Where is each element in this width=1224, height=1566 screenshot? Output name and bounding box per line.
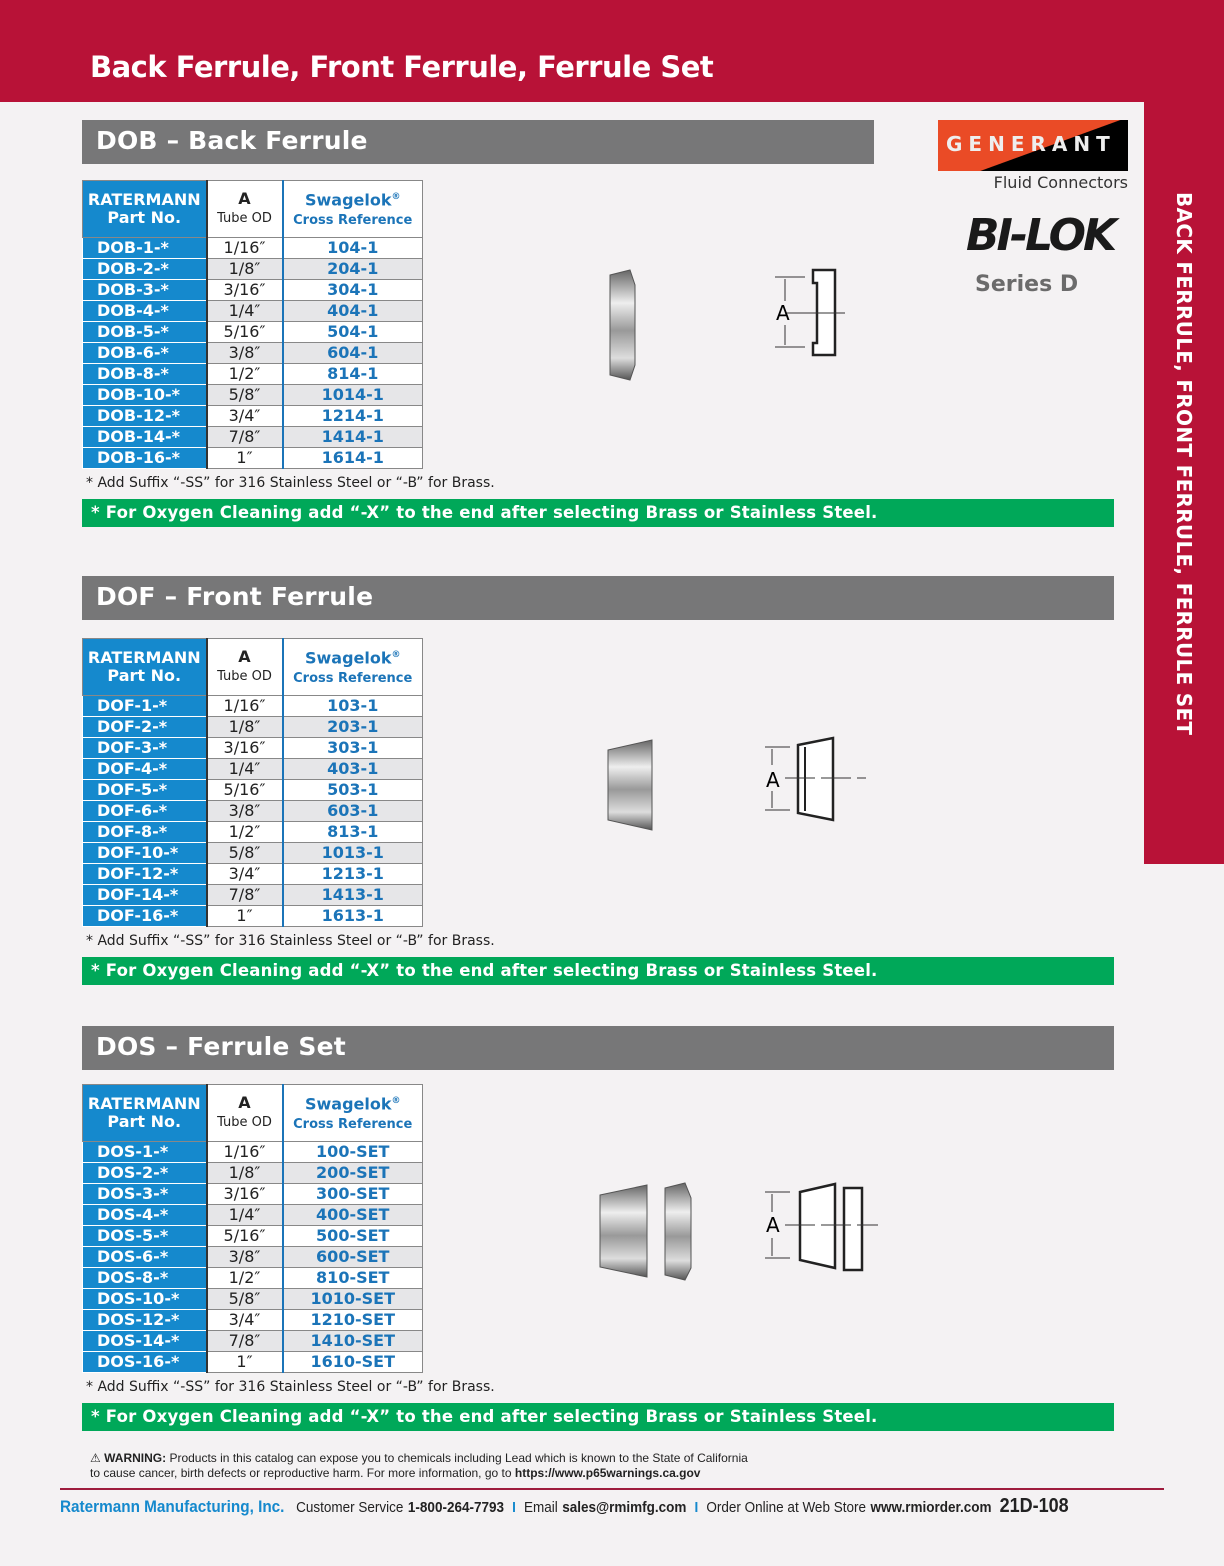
order-label: Order Online at Web Store: [706, 1499, 866, 1516]
prop65-warning: [90, 1451, 748, 1481]
cross-reference: 1013-1: [283, 843, 423, 864]
cross-reference: 1613-1: [283, 906, 423, 927]
page-number: 21D-108: [999, 1495, 1069, 1517]
cross-reference: 204-1: [283, 259, 423, 280]
table-row: [83, 885, 423, 906]
tube-od: 1/4″: [207, 1205, 283, 1226]
front-ferrule-photo: [600, 735, 660, 835]
table-row: [83, 1226, 423, 1247]
warning-label: WARNING:: [104, 1451, 167, 1465]
tube-od: 1/2″: [207, 1268, 283, 1289]
ferrule-set-photo: [595, 1180, 705, 1285]
part-number: DOB-3-*: [83, 280, 207, 301]
series-label: Series D: [975, 272, 1079, 297]
table-row: [83, 1352, 423, 1373]
table-row: [83, 1184, 423, 1205]
tube-od: 1″: [207, 448, 283, 469]
tube-od: 3/16″: [207, 280, 283, 301]
table-row: [83, 448, 423, 469]
part-number: DOF-5-*: [83, 780, 207, 801]
part-number: DOS-2-*: [83, 1163, 207, 1184]
part-number: DOF-12-*: [83, 864, 207, 885]
tube-od: 7/8″: [207, 1331, 283, 1352]
header-text: A: [238, 647, 251, 666]
tube-od: 5/8″: [207, 385, 283, 406]
tube-od: 1″: [207, 1352, 283, 1373]
part-number: DOB-16-*: [83, 448, 207, 469]
tube-od: 1/16″: [207, 696, 283, 717]
table-row: [83, 1331, 423, 1352]
part-number: DOB-4-*: [83, 301, 207, 322]
header-text: A: [238, 189, 251, 208]
web-link[interactable]: www.rmiorder.com: [870, 1499, 992, 1516]
cross-reference: 300-SET: [283, 1184, 423, 1205]
tube-od: 1/8″: [207, 717, 283, 738]
part-number: DOB-2-*: [83, 259, 207, 280]
col-part-no: [83, 181, 207, 238]
part-number: DOS-3-*: [83, 1184, 207, 1205]
email-label: Email: [523, 1499, 558, 1516]
cross-reference: 203-1: [283, 717, 423, 738]
header-text: Tube OD: [217, 1115, 272, 1130]
separator: I: [512, 1499, 516, 1516]
part-number: DOS-10-*: [83, 1289, 207, 1310]
col-tube-od: [207, 639, 283, 696]
part-number: DOB-5-*: [83, 322, 207, 343]
tube-od: 1/4″: [207, 759, 283, 780]
table-row: [83, 822, 423, 843]
warning-text: Products in this catalog can expose you to chemicals including Lead which is known to the State of California: [169, 1451, 748, 1465]
tube-od: 1/8″: [207, 259, 283, 280]
cross-reference: 200-SET: [283, 1163, 423, 1184]
tube-od: 1/16″: [207, 238, 283, 259]
table-row: [83, 1163, 423, 1184]
tube-od: 5/16″: [207, 780, 283, 801]
cross-reference: 504-1: [283, 322, 423, 343]
tube-od: 3/4″: [207, 406, 283, 427]
header-text: Tube OD: [217, 669, 272, 684]
table-row: [83, 1289, 423, 1310]
table-row: [83, 759, 423, 780]
tube-od: 1/8″: [207, 1163, 283, 1184]
tube-od: 1/2″: [207, 364, 283, 385]
tube-od: 7/8″: [207, 885, 283, 906]
company-name: Ratermann Manufacturing, Inc.: [60, 1497, 285, 1516]
part-table: [82, 1084, 423, 1373]
dimension-label: A: [766, 1213, 780, 1237]
reg-mark: ®: [391, 650, 401, 661]
table-row: [83, 364, 423, 385]
header-text: RATERMANN: [87, 1094, 201, 1113]
cross-reference: 1610-SET: [283, 1352, 423, 1373]
reg-mark: ®: [391, 1096, 401, 1107]
section-header: DOB – Back Ferrule: [82, 120, 874, 164]
part-number: DOF-3-*: [83, 738, 207, 759]
table-row: [83, 343, 423, 364]
cross-reference: 303-1: [283, 738, 423, 759]
tube-od: 1/2″: [207, 822, 283, 843]
table-row: [83, 780, 423, 801]
table-row: [83, 385, 423, 406]
cross-reference: 1214-1: [283, 406, 423, 427]
tube-od: 5/16″: [207, 322, 283, 343]
cross-reference: 603-1: [283, 801, 423, 822]
col-swagelok: [283, 1085, 423, 1142]
table-row: [83, 801, 423, 822]
part-number: DOF-6-*: [83, 801, 207, 822]
part-table: [82, 180, 423, 469]
table-row: [83, 406, 423, 427]
phone-number[interactable]: 1-800-264-7793: [407, 1499, 505, 1516]
part-number: DOF-2-*: [83, 717, 207, 738]
tube-od: 5/8″: [207, 843, 283, 864]
oxygen-note: * For Oxygen Cleaning add “-X” to the end after selecting Brass or Stainless Steel.: [82, 499, 1114, 527]
tube-od: 5/8″: [207, 1289, 283, 1310]
part-number: DOS-6-*: [83, 1247, 207, 1268]
cross-reference: 814-1: [283, 364, 423, 385]
tube-od: 3/8″: [207, 801, 283, 822]
header-text: RATERMANN: [87, 648, 201, 667]
cs-label: Customer Service: [296, 1499, 404, 1516]
tube-od: 5/16″: [207, 1226, 283, 1247]
part-number: DOB-14-*: [83, 427, 207, 448]
side-tab-label: BACK FERRULE, FRONT FERRULE, FERRULE SET: [1172, 192, 1196, 736]
col-part-no: [83, 1085, 207, 1142]
cross-reference: 103-1: [283, 696, 423, 717]
warning-icon: ⚠: [90, 1451, 101, 1465]
part-number: DOS-8-*: [83, 1268, 207, 1289]
part-number: DOF-14-*: [83, 885, 207, 906]
table-row: [83, 906, 423, 927]
part-number: DOF-10-*: [83, 843, 207, 864]
cross-reference: 1413-1: [283, 885, 423, 906]
bilok-logo: BI-LOK: [966, 210, 1115, 261]
suffix-note: * Add Suffix “-SS” for 316 Stainless Steel or “-B” for Brass.: [86, 1379, 495, 1395]
part-number: DOF-16-*: [83, 906, 207, 927]
tube-od: 3/4″: [207, 1310, 283, 1331]
warning-link[interactable]: https://www.p65warnings.ca.gov: [514, 1466, 701, 1480]
table-row: [83, 1205, 423, 1226]
dimension-label: A: [776, 301, 790, 325]
cross-reference: 604-1: [283, 343, 423, 364]
email-link[interactable]: sales@rmimfg.com: [562, 1499, 687, 1516]
cross-reference: 503-1: [283, 780, 423, 801]
header-text: RATERMANN: [87, 190, 201, 209]
table-header: [83, 181, 423, 238]
col-swagelok: [283, 181, 423, 238]
brand-name: GENERANT: [938, 120, 1128, 171]
reg-mark: ®: [391, 192, 401, 203]
part-number: DOB-6-*: [83, 343, 207, 364]
cross-reference: 1410-SET: [283, 1331, 423, 1352]
table-row: [83, 1142, 423, 1163]
cross-reference: 403-1: [283, 759, 423, 780]
tube-od: 1/4″: [207, 301, 283, 322]
header-text: Part No.: [107, 666, 182, 685]
back-ferrule-photo: [600, 265, 650, 385]
part-number: DOF-1-*: [83, 696, 207, 717]
cross-reference: 404-1: [283, 301, 423, 322]
header-text: Cross Reference: [293, 670, 413, 686]
part-number: DOB-10-*: [83, 385, 207, 406]
cross-reference: 1614-1: [283, 448, 423, 469]
table-row: [83, 1268, 423, 1289]
header-text: Cross Reference: [293, 212, 413, 228]
table-row: [83, 717, 423, 738]
side-tab: [1144, 102, 1224, 864]
table-row: [83, 696, 423, 717]
cross-reference: 813-1: [283, 822, 423, 843]
table-row: [83, 843, 423, 864]
suffix-note: * Add Suffix “-SS” for 316 Stainless Steel or “-B” for Brass.: [86, 475, 495, 491]
part-number: DOS-14-*: [83, 1331, 207, 1352]
part-number: DOB-12-*: [83, 406, 207, 427]
oxygen-note: * For Oxygen Cleaning add “-X” to the end after selecting Brass or Stainless Steel.: [82, 957, 1114, 985]
header-text: Cross Reference: [293, 1116, 413, 1132]
cross-reference: 1213-1: [283, 864, 423, 885]
header-text: Swagelok: [304, 648, 392, 668]
table-header: [83, 1085, 423, 1142]
col-tube-od: [207, 1085, 283, 1142]
cross-reference: 810-SET: [283, 1268, 423, 1289]
part-number: DOS-1-*: [83, 1142, 207, 1163]
section-table-block: [82, 180, 1114, 527]
part-number: DOS-4-*: [83, 1205, 207, 1226]
tube-od: 3/8″: [207, 1247, 283, 1268]
warning-text-2: to cause cancer, birth defects or reproductive harm. For more information, go to: [90, 1466, 512, 1480]
part-number: DOS-16-*: [83, 1352, 207, 1373]
brand-tagline: Fluid Connectors: [993, 173, 1128, 192]
footer-divider: [60, 1488, 1164, 1490]
tube-od: 3/8″: [207, 343, 283, 364]
table-row: [83, 322, 423, 343]
col-part-no: [83, 639, 207, 696]
header-text: Swagelok: [304, 190, 392, 210]
part-table: [82, 638, 423, 927]
cross-reference: 100-SET: [283, 1142, 423, 1163]
oxygen-note: * For Oxygen Cleaning add “-X” to the end after selecting Brass or Stainless Steel.: [82, 1403, 1114, 1431]
tube-od: 1/16″: [207, 1142, 283, 1163]
section-header: DOF – Front Ferrule: [82, 576, 1114, 620]
cross-reference: 400-SET: [283, 1205, 423, 1226]
cross-reference: 500-SET: [283, 1226, 423, 1247]
part-number: DOF-4-*: [83, 759, 207, 780]
header-text: Swagelok: [304, 1094, 392, 1114]
tube-od: 3/4″: [207, 864, 283, 885]
cross-reference: 1014-1: [283, 385, 423, 406]
header-text: Part No.: [107, 1112, 182, 1131]
tube-od: 3/16″: [207, 738, 283, 759]
tube-od: 3/16″: [207, 1184, 283, 1205]
table-header: [83, 639, 423, 696]
page-header: [0, 0, 1224, 102]
tube-od: 7/8″: [207, 427, 283, 448]
header-text: A: [238, 1093, 251, 1112]
table-row: [83, 259, 423, 280]
table-row: [83, 1310, 423, 1331]
tube-od: 1″: [207, 906, 283, 927]
header-text: Part No.: [107, 208, 182, 227]
table-row: [83, 1247, 423, 1268]
part-number: DOS-12-*: [83, 1310, 207, 1331]
cross-reference: 1010-SET: [283, 1289, 423, 1310]
dimension-label: A: [766, 768, 780, 792]
part-number: DOS-5-*: [83, 1226, 207, 1247]
table-row: [83, 427, 423, 448]
table-row: [83, 301, 423, 322]
section-table-block: [82, 638, 1114, 985]
header-text: Tube OD: [217, 211, 272, 226]
col-tube-od: [207, 181, 283, 238]
part-number: DOB-1-*: [83, 238, 207, 259]
suffix-note: * Add Suffix “-SS” for 316 Stainless Steel or “-B” for Brass.: [86, 933, 495, 949]
cross-reference: 1210-SET: [283, 1310, 423, 1331]
part-number: DOF-8-*: [83, 822, 207, 843]
cross-reference: 304-1: [283, 280, 423, 301]
col-swagelok: [283, 639, 423, 696]
cross-reference: 600-SET: [283, 1247, 423, 1268]
table-row: [83, 280, 423, 301]
separator: I: [694, 1499, 699, 1516]
section-header: DOS – Ferrule Set: [82, 1026, 1114, 1070]
cross-reference: 104-1: [283, 238, 423, 259]
cross-reference: 1414-1: [283, 427, 423, 448]
part-number: DOB-8-*: [83, 364, 207, 385]
table-row: [83, 738, 423, 759]
footer: [60, 1495, 1069, 1518]
table-row: [83, 864, 423, 885]
page-title: Back Ferrule, Front Ferrule, Ferrule Set: [90, 50, 714, 84]
table-row: [83, 238, 423, 259]
